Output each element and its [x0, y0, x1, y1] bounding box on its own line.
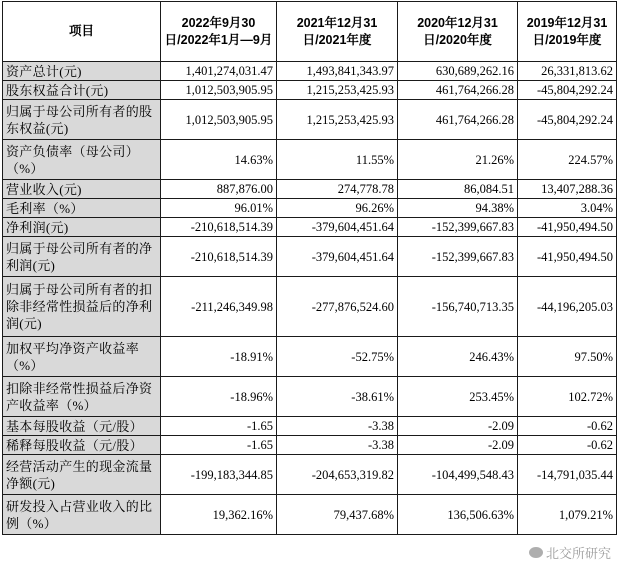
row-value: -18.91%: [161, 337, 277, 377]
row-label: 经营活动产生的现金流量净额(元): [3, 455, 161, 495]
row-label: 稀释每股收益（元/股）: [3, 436, 161, 455]
row-value: 461,764,266.28: [398, 81, 518, 100]
row-value: -45,804,292.24: [518, 100, 617, 140]
wechat-icon: [529, 547, 543, 558]
row-value: 11.55%: [277, 140, 398, 180]
row-value: -14,791,035.44: [518, 455, 617, 495]
row-label: 归属于母公司所有者的扣除非经常性损益后的净利润(元): [3, 277, 161, 337]
table-row: [3, 140, 617, 180]
row-value: -104,499,548.43: [398, 455, 518, 495]
row-label: 基本每股收益（元/股）: [3, 417, 161, 436]
row-value: 21.26%: [398, 140, 518, 180]
row-label: 加权平均净资产收益率（%）: [3, 337, 161, 377]
row-value: 19,362.16%: [161, 495, 277, 535]
row-value: -44,196,205.03: [518, 277, 617, 337]
row-value: 26,331,813.62: [518, 62, 617, 81]
row-label: 毛利率（%）: [3, 199, 161, 218]
row-value: -152,399,667.83: [398, 218, 518, 237]
row-value: -199,183,344.85: [161, 455, 277, 495]
row-value: -38.61%: [277, 377, 398, 417]
header-2019: 2019年12月31日/2019年度: [518, 2, 617, 62]
row-label: 归属于母公司所有者的净利润(元): [3, 237, 161, 277]
table-row: [3, 218, 617, 237]
row-value: 13,407,288.36: [518, 180, 617, 199]
row-value: -277,876,524.60: [277, 277, 398, 337]
row-value: 102.72%: [518, 377, 617, 417]
table-row: [3, 337, 617, 377]
header-item: 项目: [3, 2, 161, 62]
row-label: 营业收入(元): [3, 180, 161, 199]
row-value: -1.65: [161, 436, 277, 455]
watermark-right: 北交所研究: [529, 543, 611, 562]
row-value: -211,246,349.98: [161, 277, 277, 337]
table-row: [3, 455, 617, 495]
row-value: -3.38: [277, 417, 398, 436]
header-2020: 2020年12月31日/2020年度: [398, 2, 518, 62]
table-row: [3, 81, 617, 100]
table-row: [3, 237, 617, 277]
table-row: [3, 62, 617, 81]
row-label: 资产负债率（母公司）（%）: [3, 140, 161, 180]
row-value: -379,604,451.64: [277, 237, 398, 277]
row-value: 96.26%: [277, 199, 398, 218]
row-value: 274,778.78: [277, 180, 398, 199]
row-value: 1,012,503,905.95: [161, 81, 277, 100]
row-label: 净利润(元): [3, 218, 161, 237]
financial-table: [2, 1, 617, 535]
row-value: 3.04%: [518, 199, 617, 218]
row-value: 1,493,841,343.97: [277, 62, 398, 81]
row-value: 97.50%: [518, 337, 617, 377]
row-value: 246.43%: [398, 337, 518, 377]
row-value: 1,012,503,905.95: [161, 100, 277, 140]
row-value: -1.65: [161, 417, 277, 436]
row-value: -210,618,514.39: [161, 218, 277, 237]
row-value: 630,689,262.16: [398, 62, 518, 81]
row-value: -2.09: [398, 436, 518, 455]
header-2022: 2022年9月30日/2022年1月—9月: [161, 2, 277, 62]
row-label: 资产总计(元): [3, 62, 161, 81]
row-value: 461,764,266.28: [398, 100, 518, 140]
row-value: 1,401,274,031.47: [161, 62, 277, 81]
row-value: -52.75%: [277, 337, 398, 377]
row-value: 1,215,253,425.93: [277, 81, 398, 100]
table-row: [3, 417, 617, 436]
row-value: 1,079.21%: [518, 495, 617, 535]
row-value: -3.38: [277, 436, 398, 455]
row-value: 86,084.51: [398, 180, 518, 199]
header-row: [3, 2, 617, 62]
row-value: -0.62: [518, 417, 617, 436]
row-value: 887,876.00: [161, 180, 277, 199]
row-value: 224.57%: [518, 140, 617, 180]
row-value: -152,399,667.83: [398, 237, 518, 277]
header-2021: 2021年12月31日/2021年度: [277, 2, 398, 62]
row-label: 股东权益合计(元): [3, 81, 161, 100]
table-row: [3, 277, 617, 337]
row-value: 79,437.68%: [277, 495, 398, 535]
row-label: 归属于母公司所有者的股东权益(元): [3, 100, 161, 140]
row-value: -204,653,319.82: [277, 455, 398, 495]
table-row: [3, 377, 617, 417]
row-label: 研发投入占营业收入的比例（%）: [3, 495, 161, 535]
row-value: -2.09: [398, 417, 518, 436]
watermark-left: @北交所研究: [6, 556, 85, 571]
row-value: -0.62: [518, 436, 617, 455]
table-row: [3, 180, 617, 199]
table-row: [3, 436, 617, 455]
row-value: 1,215,253,425.93: [277, 100, 398, 140]
row-value: -18.96%: [161, 377, 277, 417]
row-value: 14.63%: [161, 140, 277, 180]
row-value: -156,740,713.35: [398, 277, 518, 337]
row-label: 扣除非经常性损益后净资产收益率（%）: [3, 377, 161, 417]
row-value: -41,950,494.50: [518, 218, 617, 237]
table-row: [3, 495, 617, 535]
row-value: -379,604,451.64: [277, 218, 398, 237]
row-value: -41,950,494.50: [518, 237, 617, 277]
table-row: [3, 199, 617, 218]
row-value: 94.38%: [398, 199, 518, 218]
row-value: 96.01%: [161, 199, 277, 218]
table-row: [3, 100, 617, 140]
row-value: -45,804,292.24: [518, 81, 617, 100]
row-value: -210,618,514.39: [161, 237, 277, 277]
row-value: 253.45%: [398, 377, 518, 417]
row-value: 136,506.63%: [398, 495, 518, 535]
